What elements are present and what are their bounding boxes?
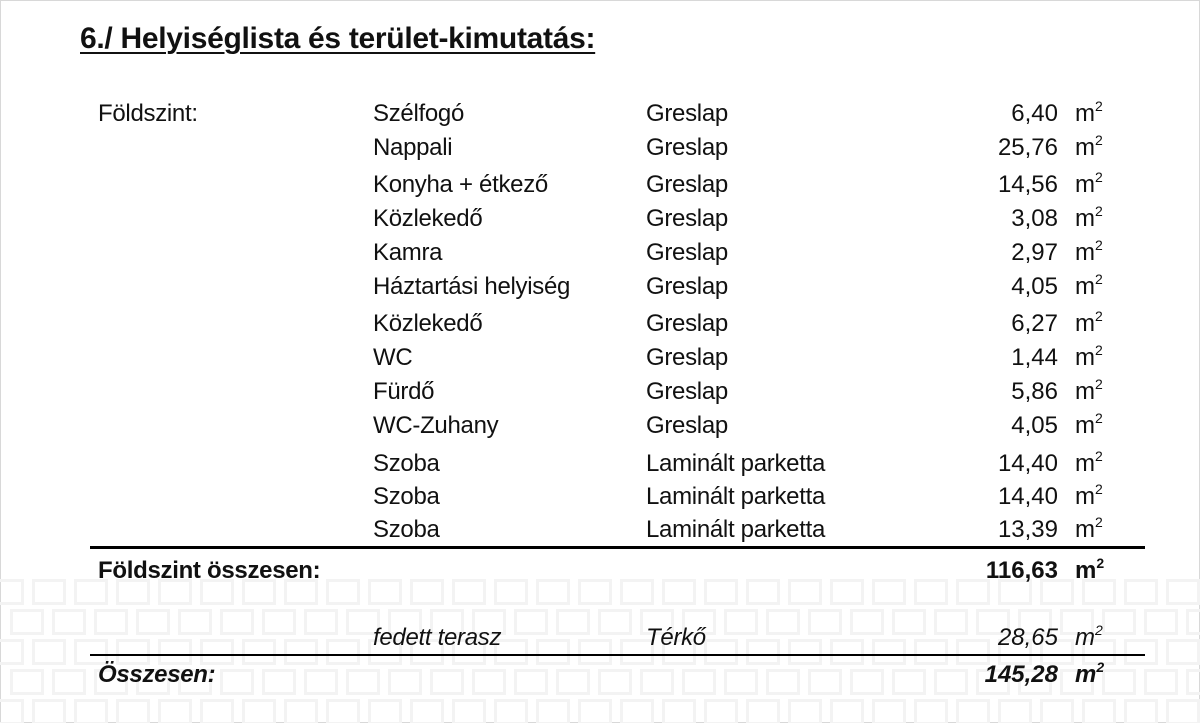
room-name: Szoba [373, 516, 440, 543]
total-divider [90, 654, 1145, 656]
floor-label: Földszint: [98, 100, 198, 127]
terrace-unit: $m^2$ [1075, 622, 1103, 651]
subtotal-label: Földszint összesen: [98, 557, 321, 584]
room-flooring: Greslap [646, 134, 728, 161]
room-name: Nappali [373, 134, 453, 161]
room-flooring: Greslap [646, 344, 728, 371]
room-area: 6,27 [1011, 310, 1058, 337]
total-unit: $m^2$ [1075, 659, 1105, 688]
room-name: Szélfogó [373, 100, 464, 127]
room-flooring: Laminált parketta [646, 450, 826, 477]
subtotal-unit: $m^2$ [1075, 555, 1105, 584]
room-flooring: Greslap [646, 310, 728, 337]
room-area: 1,44 [1011, 344, 1058, 371]
room-name: Konyha + étkező [373, 171, 548, 198]
room-flooring: Greslap [646, 378, 728, 405]
subtotal-area: 116,63 [985, 557, 1058, 584]
room-flooring: Laminált parketta [646, 483, 826, 510]
room-flooring: Laminált parketta [646, 516, 826, 543]
room-flooring: Greslap [646, 205, 728, 232]
room-flooring: Greslap [646, 100, 728, 127]
total-area: 145,28 [984, 661, 1058, 688]
room-name: Szoba [373, 450, 440, 477]
room-area: 4,05 [1011, 412, 1058, 439]
room-unit: $m^2$ [1075, 481, 1103, 510]
room-area: 5,86 [1011, 378, 1058, 405]
room-area: 14,40 [997, 450, 1058, 477]
room-flooring: Greslap [646, 171, 728, 198]
total-label: Összesen: [98, 661, 216, 688]
room-unit: $m^2$ [1075, 308, 1103, 337]
terrace-floor: Térkő [646, 624, 706, 651]
room-area: 3,08 [1011, 205, 1058, 232]
room-unit: $m^2$ [1075, 132, 1103, 161]
room-unit: $m^2$ [1075, 342, 1103, 371]
room-name: Közlekedő [373, 310, 483, 337]
room-area: 6,40 [1011, 100, 1058, 127]
page-title: 6./ Helyiséglista és terület-kimutatás: [80, 22, 596, 55]
room-name: Háztartási helyiség [373, 273, 571, 300]
room-area: 4,05 [1011, 273, 1058, 300]
subtotal-divider [90, 546, 1145, 549]
room-name: Közlekedő [373, 205, 483, 232]
room-flooring: Greslap [646, 273, 728, 300]
room-area: 25,76 [997, 134, 1058, 161]
room-area: 14,40 [997, 483, 1058, 510]
room-name: WC [373, 344, 413, 371]
room-unit: $m^2$ [1075, 169, 1103, 198]
room-flooring: Greslap [646, 239, 728, 266]
room-name: Kamra [373, 239, 443, 266]
room-area: 13,39 [997, 516, 1058, 543]
room-unit: $m^2$ [1075, 410, 1103, 439]
room-unit: $m^2$ [1075, 376, 1103, 405]
room-unit: $m^2$ [1075, 514, 1103, 543]
room-name: Fürdő [373, 378, 435, 405]
room-unit: $m^2$ [1075, 98, 1103, 127]
room-area: 2,97 [1011, 239, 1058, 266]
room-unit: $m^2$ [1075, 203, 1103, 232]
room-flooring: Greslap [646, 412, 728, 439]
room-area: 14,56 [997, 171, 1058, 198]
room-unit: $m^2$ [1075, 271, 1103, 300]
room-name: WC-Zuhany [373, 412, 499, 439]
room-unit: $m^2$ [1075, 237, 1103, 266]
terrace-area: 28,65 [997, 624, 1058, 651]
room-name: Szoba [373, 483, 440, 510]
room-unit: $m^2$ [1075, 448, 1103, 477]
terrace-name: fedett terasz [373, 624, 502, 651]
